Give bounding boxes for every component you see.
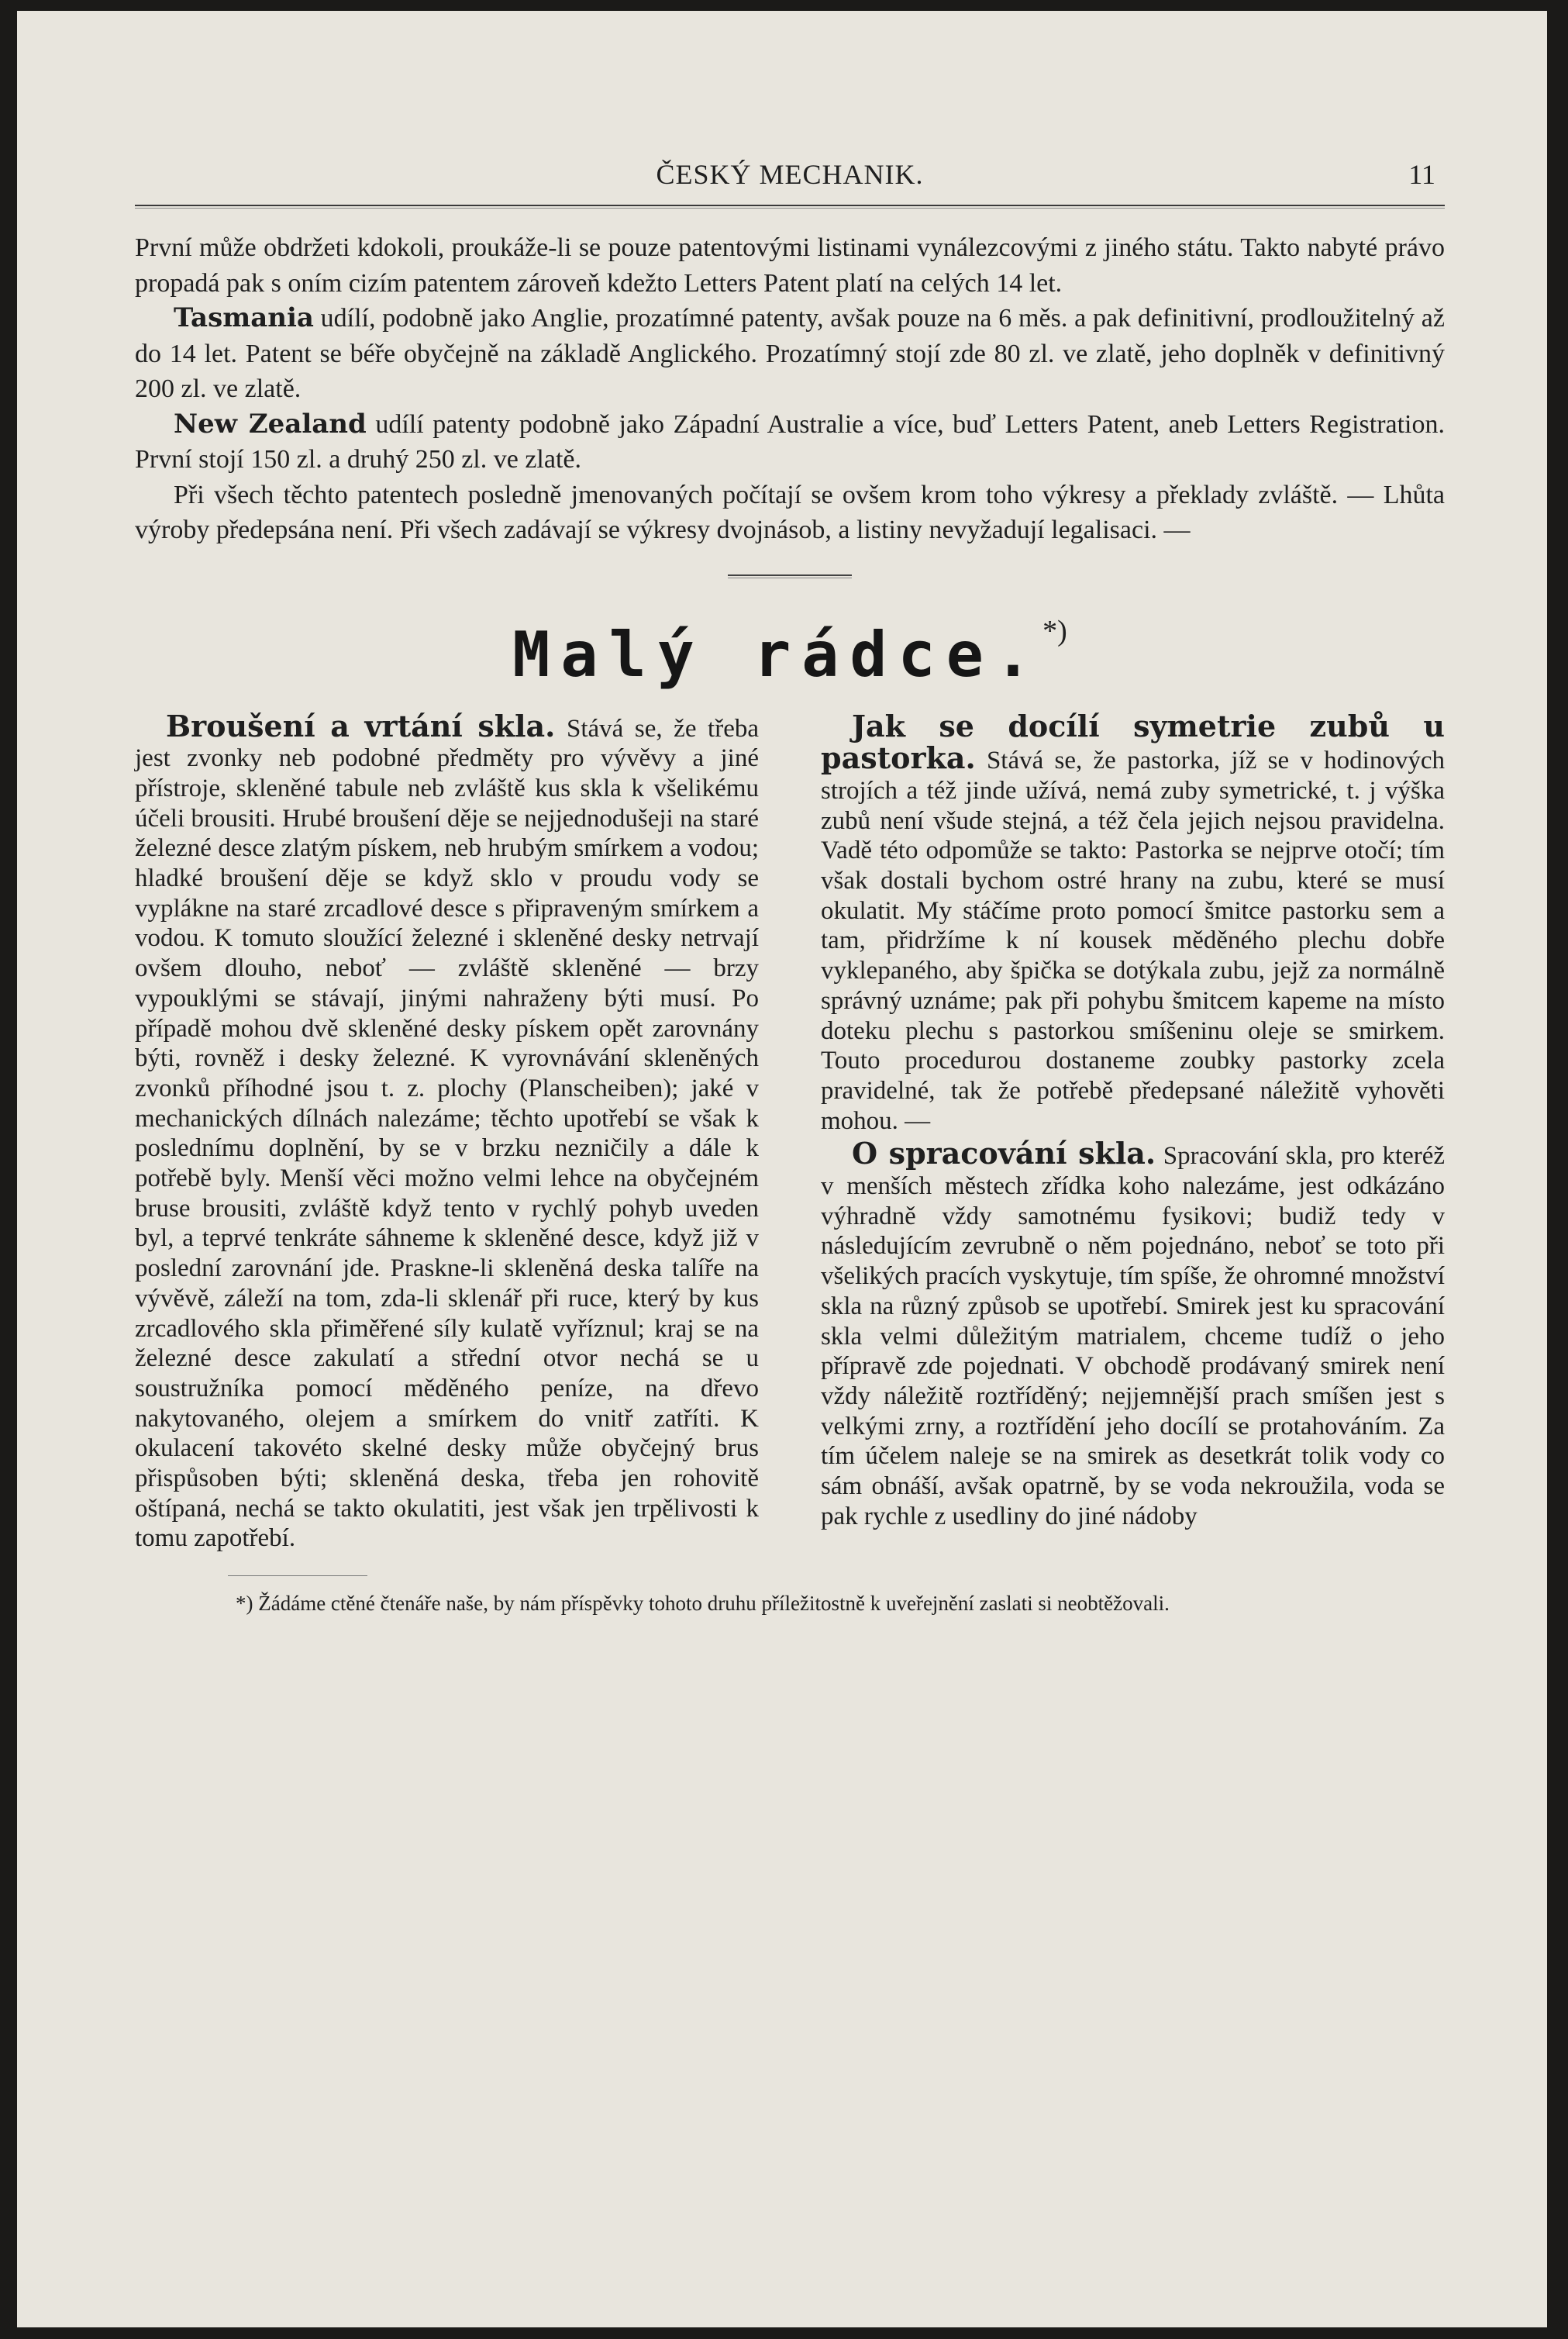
section-title — [135, 614, 1445, 693]
article-gear-symmetry — [821, 708, 1445, 1137]
footnote-mark: *) — [1042, 614, 1067, 647]
new-zealand-text: udílí patenty podobně jako Západní Australie a více, buď Letters Patent, aneb Letters Registration. První stojí 150 zl. a druhý 250 zl. ve zlatě. — [135, 409, 1445, 474]
keyword-new-zealand: New Zealand — [174, 408, 367, 440]
footnote-rule — [228, 1575, 367, 1576]
right-column — [821, 708, 1445, 1554]
article-heading-grinding: Broušení a vrtání skla. — [166, 708, 556, 743]
page-content — [135, 158, 1445, 1616]
paragraph-new-zealand — [135, 407, 1445, 478]
running-head — [135, 158, 1445, 200]
section-title-text: Malý rádce. — [512, 618, 1043, 691]
page-sheet — [17, 11, 1547, 2327]
keyword-tasmania: Tasmania — [174, 302, 314, 333]
paragraph-first-patent: První může obdržeti kdokoli, proukáže-li se pouze patentovými listinami vynálezcovými z jiného státu. Takto nabyté právo propadá pak s oním cizím patentem zároveň kdežto Letters Patent platí na celých 14 let. — [135, 233, 1445, 298]
article-text-processing: Spracování skla, pro kteréž v menších městech zřídka koho nalezáme, jest odkázáno výhradně vždy samotnému fysikovi; budiž tedy v následujícím zevrubně o něm pojednáno, neboť se toto při všelikých pracích vyskytuje, tím spíše, že ohromné množství skla na různý způsob se upotřebí. Smirek jest ku spracování skla velmi důležitým matrialem, chceme tudíž o jeho přípravě zde pojednati. V obchodě prodávaný smirek není vždy náležitě roztříděný; nejjemnější prach smíšen jest s velkými zrny, a roztřídění jeho docílí se protahováním. Za tím účelem naleje se na smirek as desetkrát tolik vody co sám obnáší, avšak opatrně, by se voda nekroužila, voda se pak rychle z usedliny do jiné nádoby — [821, 1142, 1445, 1530]
article-text-symmetry: Stává se, že pastorka, jíž se v hodinových strojích a též jinde užívá, nemá zuby symetrické, t. j výška zubů není všude stejná, a též čela jejich nejsou pravidelna. Vadě této odpomůže se takto: Pastorka se nejprve otočí; tím však dostali bychom ostré hrany na zubu, které se musí okulatit. My stáčíme proto pomocí šmitce pastorku sem a tam, přidržíme k ní kousek měděného plechu dobře vyklepaného, aby špička se dotýkala zubu, jejž za normálně správný uznáme; pak při pohybu šmitcem kapeme na místo doteku plechu s pastorkou smíšeninu oleje se smirkem. Touto procedurou dostaneme zoubky pastorky zcela pravidelné, tak že potřebě předepsané náležitě vyhověti mohou. — — [821, 747, 1445, 1135]
article-glass-processing — [821, 1136, 1445, 1531]
patent-section — [135, 230, 1445, 548]
article-glass-grinding — [135, 708, 759, 1554]
two-column-body — [135, 708, 1445, 1554]
article-text-grinding: Stává se, že třeba jest zvonky neb podobné předměty pro vývěvy a jiné přístroje, skleněné tabule neb zvláště kus skla k všelikému účeli brousiti. Hrubé broušení děje se nejjednodušeji na staré železné desce zlatým pískem, neb hrubým smírkem a vodou; hladké broušení děje se když sklo v proudu vody se vyplákne na staré zrcadlové desce s připraveným smírkem a vodou. K tomuto sloužící železné i skleněné desky netrvají ovšem dlouho, neboť — zvláště skleněné — brzy vypouklými se stávají, jinými nahraženy býti musí. Po případě mohou dvě skleněné desky pískem opět zarovnány býti, rovněž i desky železné. K vyrovnávání skleněných zvonků příhodné jsou t. z. plochy (Planscheiben); jaké v mechanických dílnách nalezáme; těchto upotřebí se však k poslednímu doplnění, by se v brzku nezničily a dále k potřebě byly. Menší věci možno velmi lehce na obyčejném bruse brousiti, zvláště když tento v rychlý pohyb uveden byl, a teprvé tenkráte sáhneme k skleněné desce, když již v poslední zarovnání jde. Praskne-li skleněná deska talíře na vývěvě, záleží na tom, zda-li sklenář při ruce, který by kus zrcadlového skla přiměřené síly kulatě vyříznul; kraj se na železné desce zakulatí a střední otvor nechá se u soustružníka pomocí měděného peníze, na dřevo nakytovaného, olejem a smírkem do vnitř zatříti. K okulacení takovéto skelné desky může obyčejný brus přispůsoben býti; skleněná deska, třeba jen rohovitě oštípaná, nechá se takto okulatiti, jest však jen trpělivosti k tomu zapotřebí. — [135, 714, 759, 1553]
footnote: *) Žádáme ctěné čtenáře naše, by nám příspěvky tohoto druhu příležitostně k uveřejnění zaslati si neobtěžovali. — [236, 1592, 1170, 1616]
header-rule — [135, 205, 1445, 209]
article-heading-symmetry: Jak se docílí symetrie zubů u pastorka. — [821, 708, 1445, 776]
paragraph-drawings: Při všech těchto patentech posledně jmenovaných počítají se ovšem krom toho výkresy a překlady zvláště. — Lhůta výroby předepsána není. Při všech zadávají se výkresy dvojnásob, a listiny nevyžadují legalisaci. — — [135, 480, 1445, 544]
tasmania-text: udílí, podobně jako Anglie, prozatímné patenty, avšak pouze na 6 měs. a pak definitivní, prodloužitelný až do 14 let. Patent se béře obyčejně na základě Anglického. Prozatímný stojí zde 80 zl. ve zlatě, jeho doplněk v definitivný 200 zl. ve zlatě. — [135, 304, 1445, 403]
section-divider — [728, 574, 852, 578]
page-number: 11 — [1408, 159, 1435, 190]
article-heading-processing: O spracování skla. — [852, 1136, 1156, 1171]
paragraph-tasmania — [135, 301, 1445, 407]
journal-title: ČESKÝ MECHANIK. — [656, 159, 924, 190]
left-column — [135, 708, 759, 1554]
